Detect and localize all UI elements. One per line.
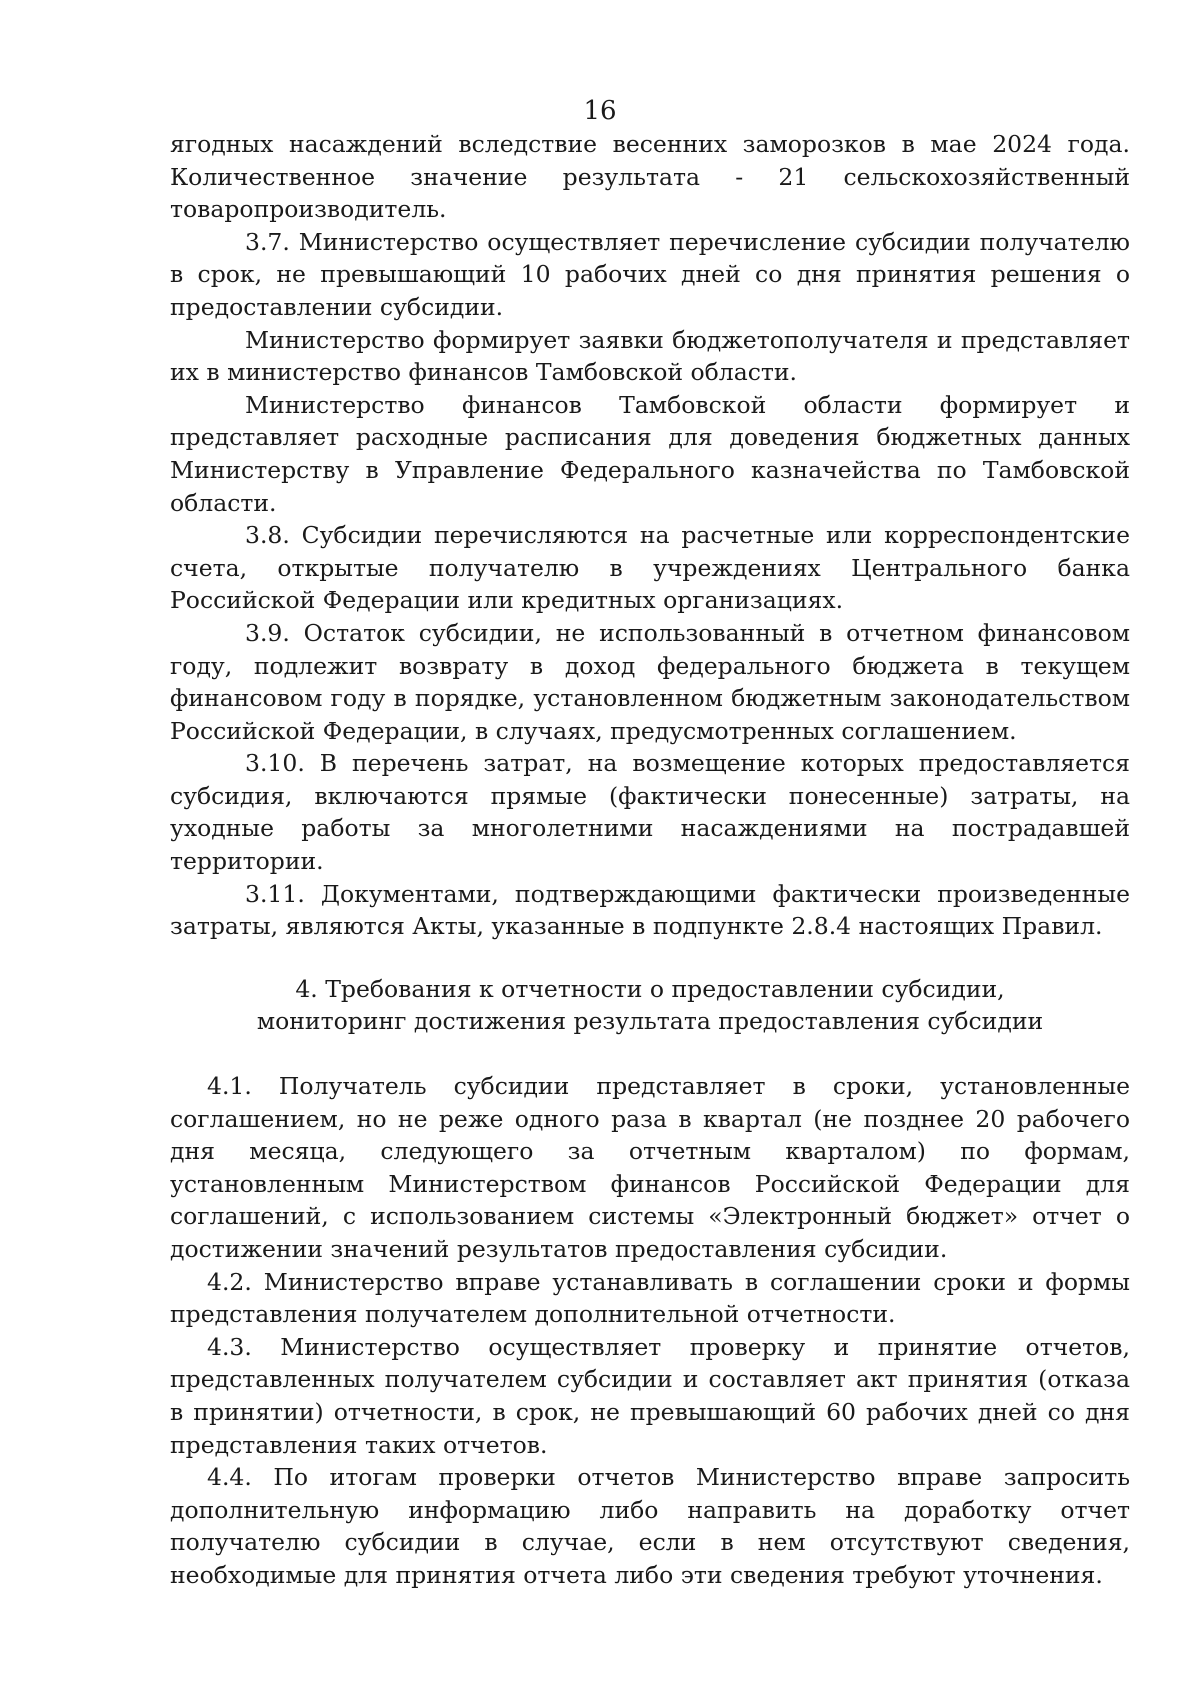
paragraph-p3-7c: Министерство финансов Тамбовской области формирует и представляет расходные расписания для доведения бюджетных данных Министерству в Управление Федерального казначейства по Тамбовской области. <box>170 390 1130 517</box>
paragraph-p3-11: 3.11. Документами, подтверждающими фактически произведенные затраты, являются Акты, указанные в подпункте 2.8.4 настоящих Правил. <box>170 879 1130 941</box>
paragraph-p4-1: 4.1. Получатель субсидии представляет в сроки, установленные соглашением, но не реже одного раза в квартал (не позднее 20 рабочего дня месяца, следующего за отчетным кварталом) по формам, установленным Министерством финансов Российской Федерации для соглашений, с использованием системы «Электронный бюджет» отчет о достижении значений результатов предоставления субсидии. <box>170 1072 1130 1263</box>
paragraph-p4-4: 4.4. По итогам проверки отчетов Министерство вправе запросить дополнительную информацию либо направить на доработку отчет получателю субсидии в случае, если в нем отсутствуют сведения, необходимые для принятия отчета либо эти сведения требуют уточнения. <box>170 1463 1130 1589</box>
paragraph-p4-2: 4.2. Министерство вправе устанавливать в соглашении сроки и формы представления получателем дополнительной отчетности. <box>170 1267 1130 1329</box>
paragraph-p3-7b: Министерство формирует заявки бюджетополучателя и представляет их в министерство финансов Тамбовской области. <box>170 325 1130 387</box>
paragraphs-section-4 <box>170 1070 1130 1592</box>
paragraph-p3-7: 3.7. Министерство осуществляет перечисление субсидии получателю в срок, не превышающий 10 рабочих дней со дня принятия решения о предоставлении субсидии. <box>170 227 1130 321</box>
section-heading <box>170 973 1130 1038</box>
paragraph-p3-9: 3.9. Остаток субсидии, не использованный в отчетном финансовом году, подлежит возврату в доход федерального бюджета в текущем финансовом году в порядке, установленном бюджетным законодательством Российской Федерации, в случаях, предусмотренных соглашением. <box>170 618 1130 745</box>
paragraph-p4-3: 4.3. Министерство осуществляет проверку и принятие отчетов, представленных получателем субсидии и составляет акт принятия (отказа в принятии) отчетности, в срок, не превышающий 60 рабочих дней со дня представления таких отчетов. <box>170 1332 1130 1459</box>
document-body <box>170 128 1130 1592</box>
section-heading-line-2: мониторинг достижения результата предоставления субсидии <box>256 1007 1044 1036</box>
paragraph-p3-10: 3.10. В перечень затрат, на возмещение которых предоставляется субсидия, включаются прямые (фактически понесенные) затраты, на уходные работы за многолетними насаждениями на пострадавшей территории. <box>170 749 1130 876</box>
section-heading-line-1: 4. Требования к отчетности о предоставлении субсидии, <box>295 974 1005 1003</box>
page-number: 16 <box>583 96 617 126</box>
paragraphs-section-3 <box>170 128 1130 943</box>
paragraph-p0: ягодных насаждений вследствие весенних заморозков в мае 2024 года. Количественное значение результата - 21 сельскохозяйственный товаропроизводитель. <box>170 130 1130 224</box>
paragraph-p3-8: 3.8. Субсидии перечисляются на расчетные или корреспондентские счета, открытые получателю в учреждениях Центрального банка Российской Федерации или кредитных организациях. <box>170 521 1130 615</box>
